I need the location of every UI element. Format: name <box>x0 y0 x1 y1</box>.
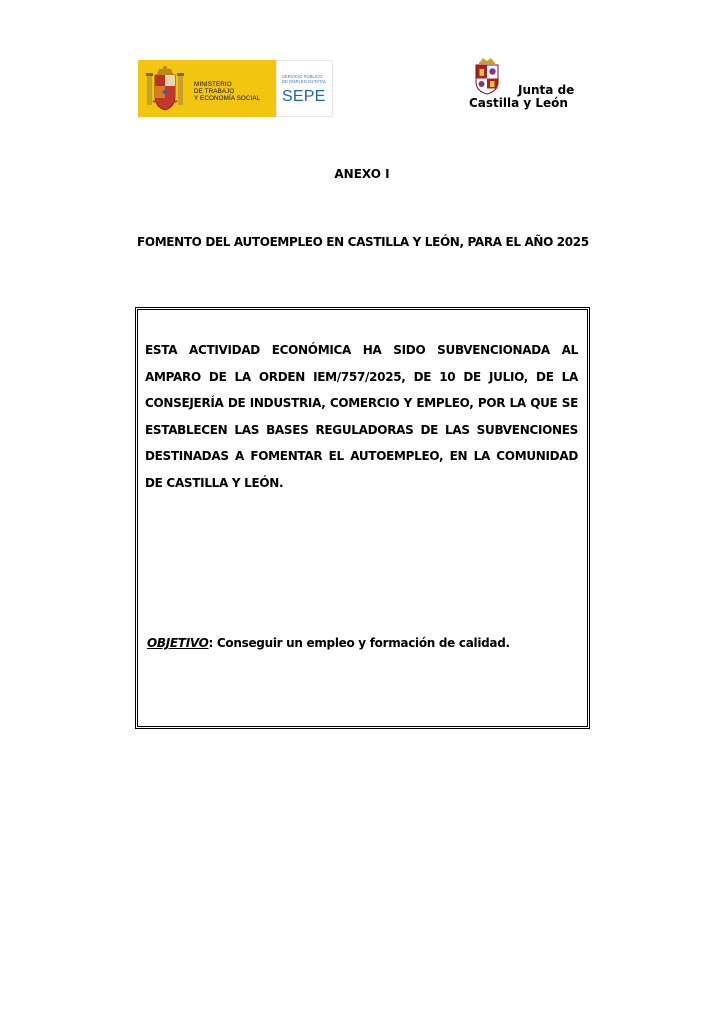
sepe-subtitle: SERVICIO PÚBLICO DE EMPLEO ESTATAL <box>282 74 327 84</box>
ministry-name: MINISTERIO DE TRABAJO Y ECONOMÍA SOCIAL <box>194 81 261 102</box>
logo-line-1: Junta de <box>518 83 575 97</box>
annex-title: ANEXO I <box>334 167 390 181</box>
junta-castilla-leon-logo <box>468 57 575 115</box>
logo-line-2: Castilla y León <box>469 96 568 110</box>
program-title: FOMENTO DEL AUTOEMPLEO EN CASTILLA Y LEÓN, PARA EL AÑO 2025 <box>137 235 589 249</box>
ministry-logo <box>138 60 276 117</box>
sepe-logo <box>276 60 333 117</box>
sepe-wordmark: SEPE <box>282 88 326 105</box>
objective <box>147 634 577 652</box>
castilla-leon-crest-icon <box>472 57 502 95</box>
objective-label: OBJETIVO <box>147 636 209 650</box>
coat-of-arms-icon <box>146 65 184 113</box>
notice-text: ESTA ACTIVIDAD ECONÓMICA HA SIDO SUBVENCIONADA AL AMPARO DE LA ORDEN IEM/757/2025, DE 10 DE JULIO, DE LA CONSEJERÍA DE INDUSTRIA, COMERCIO Y EMPLEO, POR LA QUE SE ESTABLECEN LAS BASES REGULADORAS DE LAS SUBVENCIONES DESTINADAS A FOMENTAR EL AUTOEMPLEO, EN LA COMUNIDAD DE CASTILLA Y LEÓN. <box>145 343 578 490</box>
objective-text: : Conseguir un empleo y formación de calidad. <box>208 636 510 650</box>
